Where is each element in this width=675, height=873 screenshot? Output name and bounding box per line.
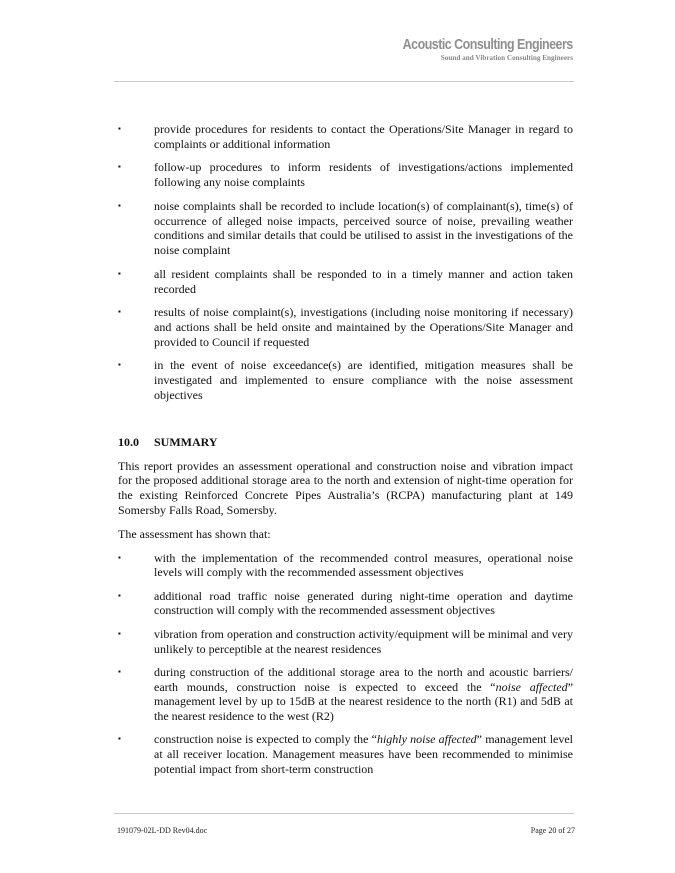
bullet-icon: ▪ xyxy=(118,268,121,278)
list-item: ▪ all resident complaints shall be responded to in a timely manner and action taken recorded xyxy=(118,266,573,296)
bullet-icon: ▪ xyxy=(118,628,121,638)
summary-intro: The assessment has shown that: xyxy=(118,526,271,541)
bullet-icon: ▪ xyxy=(118,307,121,317)
section-heading xyxy=(118,435,573,450)
list-item: ▪ during construction of the additional storage area to the north and acoustic barriers/ earth mounds, construction noise is expected to exceed the “noise affected” management level by up to 15dB at the nearest residence to the north (R1) and 5dB at the nearest residence to the west (R2) xyxy=(118,664,574,724)
list-item: ▪ provide procedures for residents to contact the Operations/Site Manager in regard to complaints or additional information xyxy=(118,122,573,151)
bullet-icon: ▪ xyxy=(118,124,121,133)
list-item: ▪ vibration from operation and construction activity/equipment will be minimal and very unlikely to perceptible at the nearest residences xyxy=(118,626,573,656)
bullet-icon: ▪ xyxy=(118,200,121,210)
section-number: 10.0 xyxy=(118,434,139,449)
document-reference: 191079-02L-DD Rev04.doc xyxy=(117,826,208,835)
summary-list xyxy=(118,551,573,777)
footer-divider xyxy=(114,813,574,814)
page-number: Page 20 of 27 xyxy=(530,826,575,835)
list-item: ▪ results of noise complaint(s), investigations (including noise monitoring if necessary) and actions shall be held onsite and maintained by the Operations/Site Manager and provided to Council if requested xyxy=(118,305,573,349)
bullet-icon: ▪ xyxy=(118,360,121,370)
list-item: ▪ in the event of noise exceedance(s) are identified, mitigation measures shall be investigated and implemented to ensure compliance with the noise assessment objectives xyxy=(118,358,573,402)
page-header xyxy=(375,36,573,63)
emphasis-noise-affected: noise affected xyxy=(495,679,568,694)
list-item: ▪ with the implementation of the recommended control measures, operational noise levels will comply with the recommended assessment objectives xyxy=(118,550,573,580)
list-item: ▪ construction noise is expected to comply the “highly noise affected” management level at all receiver location. Management measures have been recommended to minimise potential impact from short-term construction xyxy=(118,732,574,777)
company-tagline: Sound and Vibration Consulting Engineers xyxy=(440,54,573,62)
procedures-list xyxy=(118,122,573,403)
company-name: Acoustic Consulting Engineers xyxy=(402,37,573,53)
header-divider xyxy=(114,81,574,82)
page-body xyxy=(118,122,573,785)
list-item: ▪ noise complaints shall be recorded to include location(s) of complainant(s), time(s) of occurrence of alleged noise impacts, perceived source of noise, prevailing weather conditions and similar details that could be utilised to assist in the investigations of the noise complaint xyxy=(118,198,573,258)
bullet-icon: ▪ xyxy=(118,666,121,676)
summary-paragraph: This report provides an assessment operational and construction noise and vibration impact for the proposed additional storage area to the north and extension of night-time operation for the existing Reinforced Concrete Pipes Australia’s (RCPA) manufacturing plant at 149 Somersby Falls Road, Somersby. xyxy=(118,458,573,517)
bullet-icon: ▪ xyxy=(118,162,121,172)
bullet-icon: ▪ xyxy=(118,734,121,744)
bullet-icon: ▪ xyxy=(118,590,121,600)
list-item: ▪ follow-up procedures to inform residents of investigations/actions implemented following any noise complaints xyxy=(118,160,573,190)
emphasis-highly-noise-affected: highly noise affected xyxy=(376,732,477,747)
list-item: ▪ additional road traffic noise generated during night-time operation and daytime construction will comply with the recommended assessment objectives xyxy=(118,588,573,618)
section-title: SUMMARY xyxy=(154,434,218,449)
bullet-icon: ▪ xyxy=(118,552,121,562)
